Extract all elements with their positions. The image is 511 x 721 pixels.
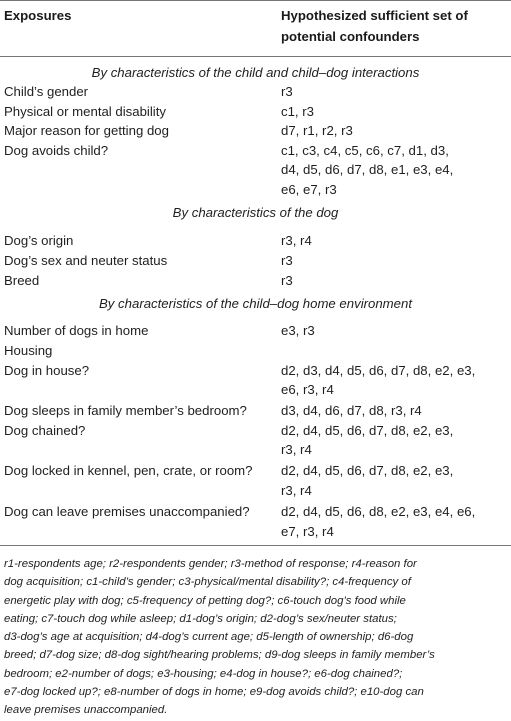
exposure-cell: Dog locked in kennel, pen, crate, or room? <box>4 463 253 478</box>
confounders-cell: r3, r4 <box>281 233 312 248</box>
confounders-cell: d3, d4, d6, d7, d8, r3, r4 <box>281 403 422 418</box>
confounders-cell-line: d2, d4, d5, d6, d7, d8, e2, e3, <box>281 463 454 478</box>
exposure-cell: Dog in house? <box>4 362 90 378</box>
confounders-cell: r3 <box>281 84 293 99</box>
section-title: By characteristics of the child and child–dog interactions <box>91 65 420 80</box>
exposure-cell: Housing <box>4 343 53 358</box>
section-title: By characteristics of the child–dog home environment <box>99 296 412 311</box>
exposure-cell: Dog sleeps in family member’s bedroom? <box>4 403 247 418</box>
footnote-line: d3-dog’s age at acquisition; d4-dog’s current age; d5-length of ownership; d6-dog <box>4 631 414 644</box>
header-confounders-line2: potential confounders <box>281 29 420 44</box>
exposure-cell: Number of dogs in home <box>4 323 149 338</box>
exposure-cell: Major reason for getting dog <box>4 123 169 138</box>
exposure-cell: Dog chained? <box>4 422 86 438</box>
footnote-line: eating; c7-touch dog while asleep; d1-dog’s origin; d2-dog’s sex/neuter status; <box>4 612 397 625</box>
exposure-cell: Breed <box>4 273 40 288</box>
confounders-cell-line: r3, r4 <box>281 442 312 457</box>
exposure-cell: Dog’s origin <box>4 233 74 248</box>
confounders-cell-line: d2, d3, d4, d5, d6, d7, d8, e2, e3, <box>281 362 476 378</box>
footnote-line: e7-dog locked up?; e8-number of dogs in home; e9-dog avoids child?; e10-dog can <box>4 686 424 699</box>
confounders-cell-line: e6, e7, r3 <box>281 181 337 197</box>
confounders-cell-line: d4, d5, d6, d7, d8, e1, e3, e4, <box>281 162 454 177</box>
confounders-cell-line: d2, d4, d5, d6, d7, d8, e2, e3, <box>281 422 454 438</box>
header-rule <box>0 56 511 57</box>
bottom-rule <box>0 545 511 546</box>
confounders-cell: r3 <box>281 273 293 288</box>
confounders-cell-line: e7, r3, r4 <box>281 523 334 539</box>
exposure-cell: Dog can leave premises unaccompanied? <box>4 504 250 519</box>
confounders-cell-line: c1, c3, c4, c5, c6, c7, d1, d3, <box>281 142 449 158</box>
top-rule <box>0 0 511 1</box>
exposure-cell: Child’s gender <box>4 84 89 99</box>
footnote-line: bedroom; e2-number of dogs; e3-housing; e4-dog in house?; e6-dog chained?; <box>4 667 403 680</box>
confounders-cell: d7, r1, r2, r3 <box>281 123 353 138</box>
confounders-cell-line: e6, r3, r4 <box>281 382 334 397</box>
footnote-line: breed; d7-dog size; d8-dog sight/hearing problems; d9-dog sleeps in family member’s <box>4 649 435 662</box>
footnote-line: dog acquisition; c1-child’s gender; c3-physical/mental disability?; c4-frequency of <box>4 576 411 589</box>
footnote-line: leave premises unaccompanied. <box>4 704 168 717</box>
exposure-cell: Dog’s sex and neuter status <box>4 253 168 268</box>
header-exposures: Exposures <box>4 8 72 23</box>
footnote <box>4 555 509 720</box>
header-confounders-line1: Hypothesized sufficient set of <box>281 8 468 23</box>
confounders-cell-line: d2, d4, d5, d6, d8, e2, e3, e4, e6, <box>281 504 476 519</box>
section-title: By characteristics of the dog <box>172 205 339 220</box>
exposure-cell: Physical or mental disability <box>4 103 166 119</box>
footnote-line: energetic play with dog; c5-frequency of petting dog?; c6-touch dog’s food while <box>4 594 406 607</box>
confounders-cell-line: r3, r4 <box>281 482 312 498</box>
confounders-cell: e3, r3 <box>281 323 315 338</box>
confounders-cell: r3 <box>281 253 293 268</box>
exposure-cell: Dog avoids child? <box>4 142 109 158</box>
confounders-cell: c1, r3 <box>281 103 314 119</box>
footnote-line: r1-respondents age; r2-respondents gender; r3-method of response; r4-reason for <box>4 558 417 570</box>
